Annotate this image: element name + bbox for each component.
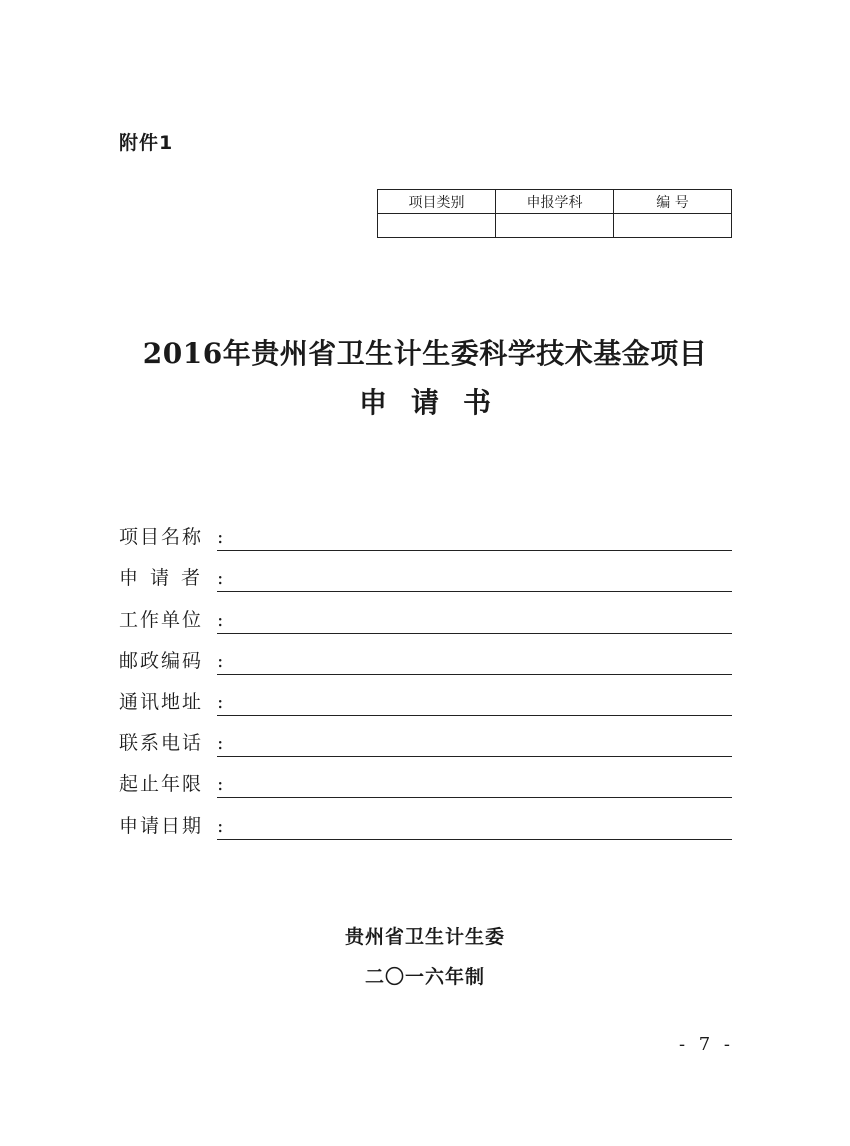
form-row-work-unit: 工作单位 : — [119, 592, 732, 633]
field-input-application-date[interactable] — [217, 813, 732, 840]
field-input-period[interactable] — [217, 771, 732, 798]
issue-year: 二〇一六年制 — [364, 966, 485, 988]
meta-value-number[interactable] — [614, 214, 732, 238]
meta-table-header-row — [378, 190, 732, 214]
form-row-phone: 联系电话 : — [119, 716, 732, 757]
field-input-address[interactable] — [217, 689, 732, 716]
document-title: 2016年贵州省卫生计生委科学技术基金项目 — [142, 337, 708, 370]
field-label-applicant: 申请者 — [119, 567, 213, 590]
form-row-postal-code: 邮政编码 : — [119, 634, 732, 675]
meta-header-category: 项目类别 — [378, 190, 496, 214]
application-form — [119, 510, 732, 840]
meta-table-value-row — [378, 214, 732, 238]
meta-header-discipline: 申报学科 — [496, 190, 614, 214]
meta-value-category[interactable] — [378, 214, 496, 238]
attachment-label: 附件1 — [119, 132, 174, 154]
field-label-phone: 联系电话 — [119, 732, 204, 755]
field-input-project-name[interactable] — [217, 524, 732, 551]
form-row-period: 起止年限 : — [119, 757, 732, 798]
form-row-applicant: 申请者 : — [119, 551, 732, 592]
form-row-application-date: 申请日期 : — [119, 798, 732, 839]
meta-header-number: 编 号 — [614, 190, 732, 214]
meta-value-discipline[interactable] — [496, 214, 614, 238]
field-label-application-date: 申请日期 — [119, 814, 204, 837]
document-subtitle: 申请书 — [358, 386, 515, 419]
field-label-period: 起止年限 — [119, 773, 204, 796]
field-input-work-unit[interactable] — [217, 607, 732, 634]
field-label-postal-code: 邮政编码 — [119, 649, 204, 672]
field-label-work-unit: 工作单位 — [119, 608, 204, 631]
field-label-address: 通讯地址 — [119, 690, 204, 713]
field-input-phone[interactable] — [217, 730, 732, 757]
page-number: - 7 - — [678, 1034, 734, 1055]
project-meta-table — [377, 189, 732, 238]
field-input-postal-code[interactable] — [217, 648, 732, 675]
form-row-address: 通讯地址 : — [119, 675, 732, 716]
field-label-project-name: 项目名称 — [119, 526, 204, 549]
issuer-name: 贵州省卫生计生委 — [344, 926, 505, 948]
field-input-applicant[interactable] — [217, 565, 732, 592]
form-row-project-name: 项目名称 : — [119, 510, 732, 551]
